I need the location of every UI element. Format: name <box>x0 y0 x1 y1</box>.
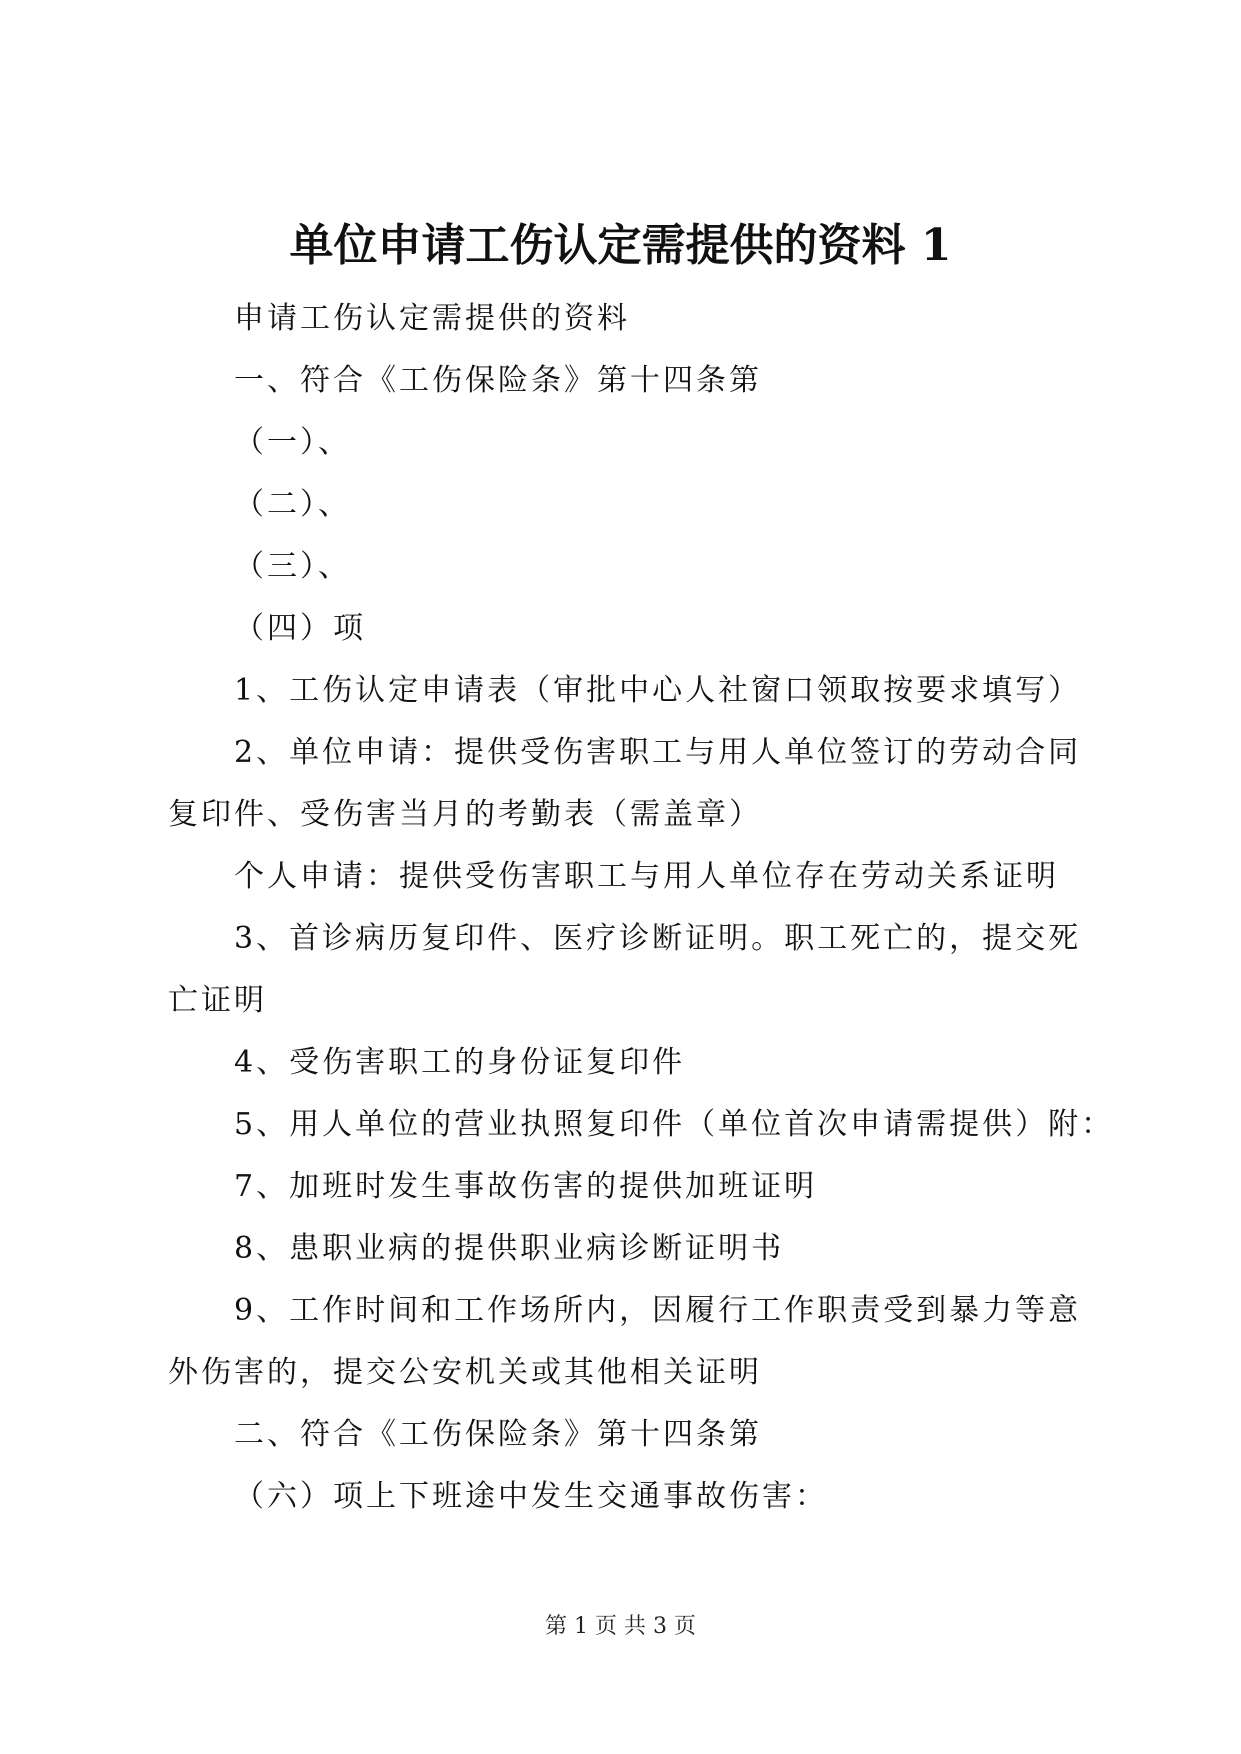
paragraph: 二、符合《工伤保险条》第十四条第 <box>234 1417 762 1452</box>
paragraph: 7、加班时发生事故伤害的提供加班证明 <box>234 1169 818 1204</box>
paragraph: 1、工伤认定申请表（审批中心人社窗口领取按要求填写） <box>234 673 1082 708</box>
paragraph: 9、工作时间和工作场所内，因履行工作职责受到暴力等意外伤害的，提交公安机关或其他相关证明 <box>168 1293 1082 1390</box>
page-footer: 第 1 页 共 3 页 <box>545 1614 696 1639</box>
paragraph: （四）项 <box>234 611 366 646</box>
paragraph: （三）、 <box>234 549 351 584</box>
paragraph: 8、患职业病的提供职业病诊断证明书 <box>234 1231 785 1266</box>
paragraph: 4、受伤害职工的身份证复印件 <box>234 1045 686 1080</box>
paragraph: 一、符合《工伤保险条》第十四条第 <box>234 363 762 398</box>
paragraph: （二）、 <box>234 487 351 522</box>
paragraph: （一）、 <box>234 425 351 460</box>
document-body <box>168 288 1115 1528</box>
page-title: 单位申请工伤认定需提供的资料 1 <box>289 220 952 271</box>
paragraph: 2、单位申请：提供受伤害职工与用人单位签订的劳动合同复印件、受伤害当月的考勤表（需盖章） <box>168 735 1082 832</box>
paragraph: （六）项上下班途中发生交通事故伤害： <box>234 1479 828 1514</box>
paragraph: 3、首诊病历复印件、医疗诊断证明。职工死亡的，提交死亡证明 <box>168 921 1082 1018</box>
paragraph: 申请工伤认定需提供的资料 <box>234 301 630 336</box>
paragraph: 5、用人单位的营业执照复印件（单位首次申请需提供）附： <box>234 1107 1115 1142</box>
paragraph: 个人申请：提供受伤害职工与用人单位存在劳动关系证明 <box>234 859 1059 894</box>
